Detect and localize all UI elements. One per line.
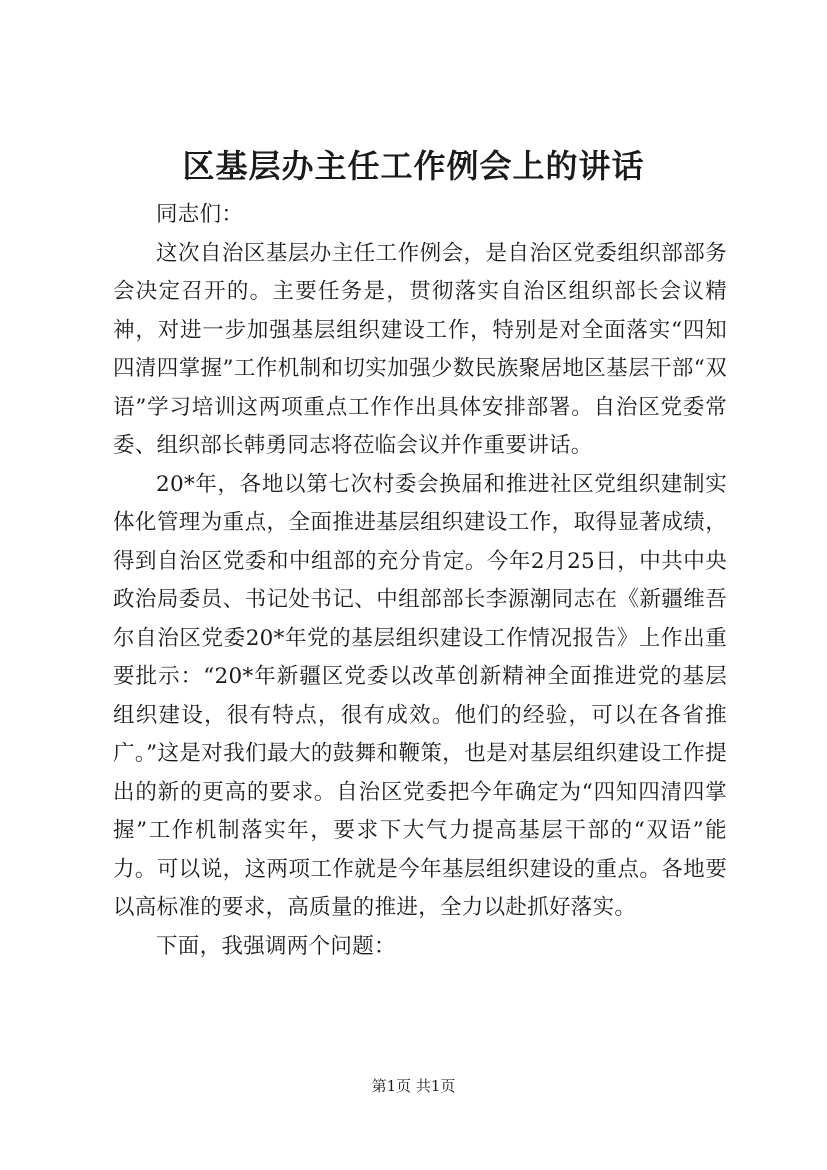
paragraph-1: 这次自治区基层办主任工作例会，是自治区党委组织部部务会决定召开的。主要任务是，贯彻落实自治区组织部长会议精神，对进一步加强基层组织建设工作，特别是对全面落实“四知四清四掌握”工作机制和切实加强少数民族聚居地区基层干部“双语”学习培训这两项重点工作作出具体安排部署。自治区党委常委、组织部长韩勇同志将莅临会议并作重要讲话。 xyxy=(113,240,727,458)
page-footer: 第1页 共1页 xyxy=(371,1077,456,1095)
document-body xyxy=(113,196,727,966)
paragraph-3: 下面，我强调两个问题： xyxy=(156,933,396,959)
greeting: 同志们： xyxy=(156,202,244,227)
document-title: 区基层办主任工作例会上的讲话 xyxy=(182,147,645,185)
paragraph-2: 20*年，各地以第七次村委会换届和推进社区党组织建制实体化管理为重点，全面推进基层组织建设工作，取得显著成绩，得到自治区党委和中组部的充分肯定。今年2月25日，中共中央政治局委员、书记处书记、中组部部长李源潮同志在《新疆维吾尔自治区党委20*年党的基层组织建设工作情况报告》上作出重要批示：“20*年新疆区党委以改革创新精神全面推进党的基层组织建设，很有特点，很有成效。他们的经验，可以在各省推广。”这是对我们最大的鼓舞和鞭策，也是对基层组织建设工作提出的新的更高的要求。自治区党委把今年确定为“四知四清四掌握”工作机制落实年，要求下大气力提高基层干部的“双语”能力。可以说，这两项工作就是今年基层组织建设的重点。各地要以高标准的要求，高质量的推进，全力以赴抓好落实。 xyxy=(113,471,727,920)
